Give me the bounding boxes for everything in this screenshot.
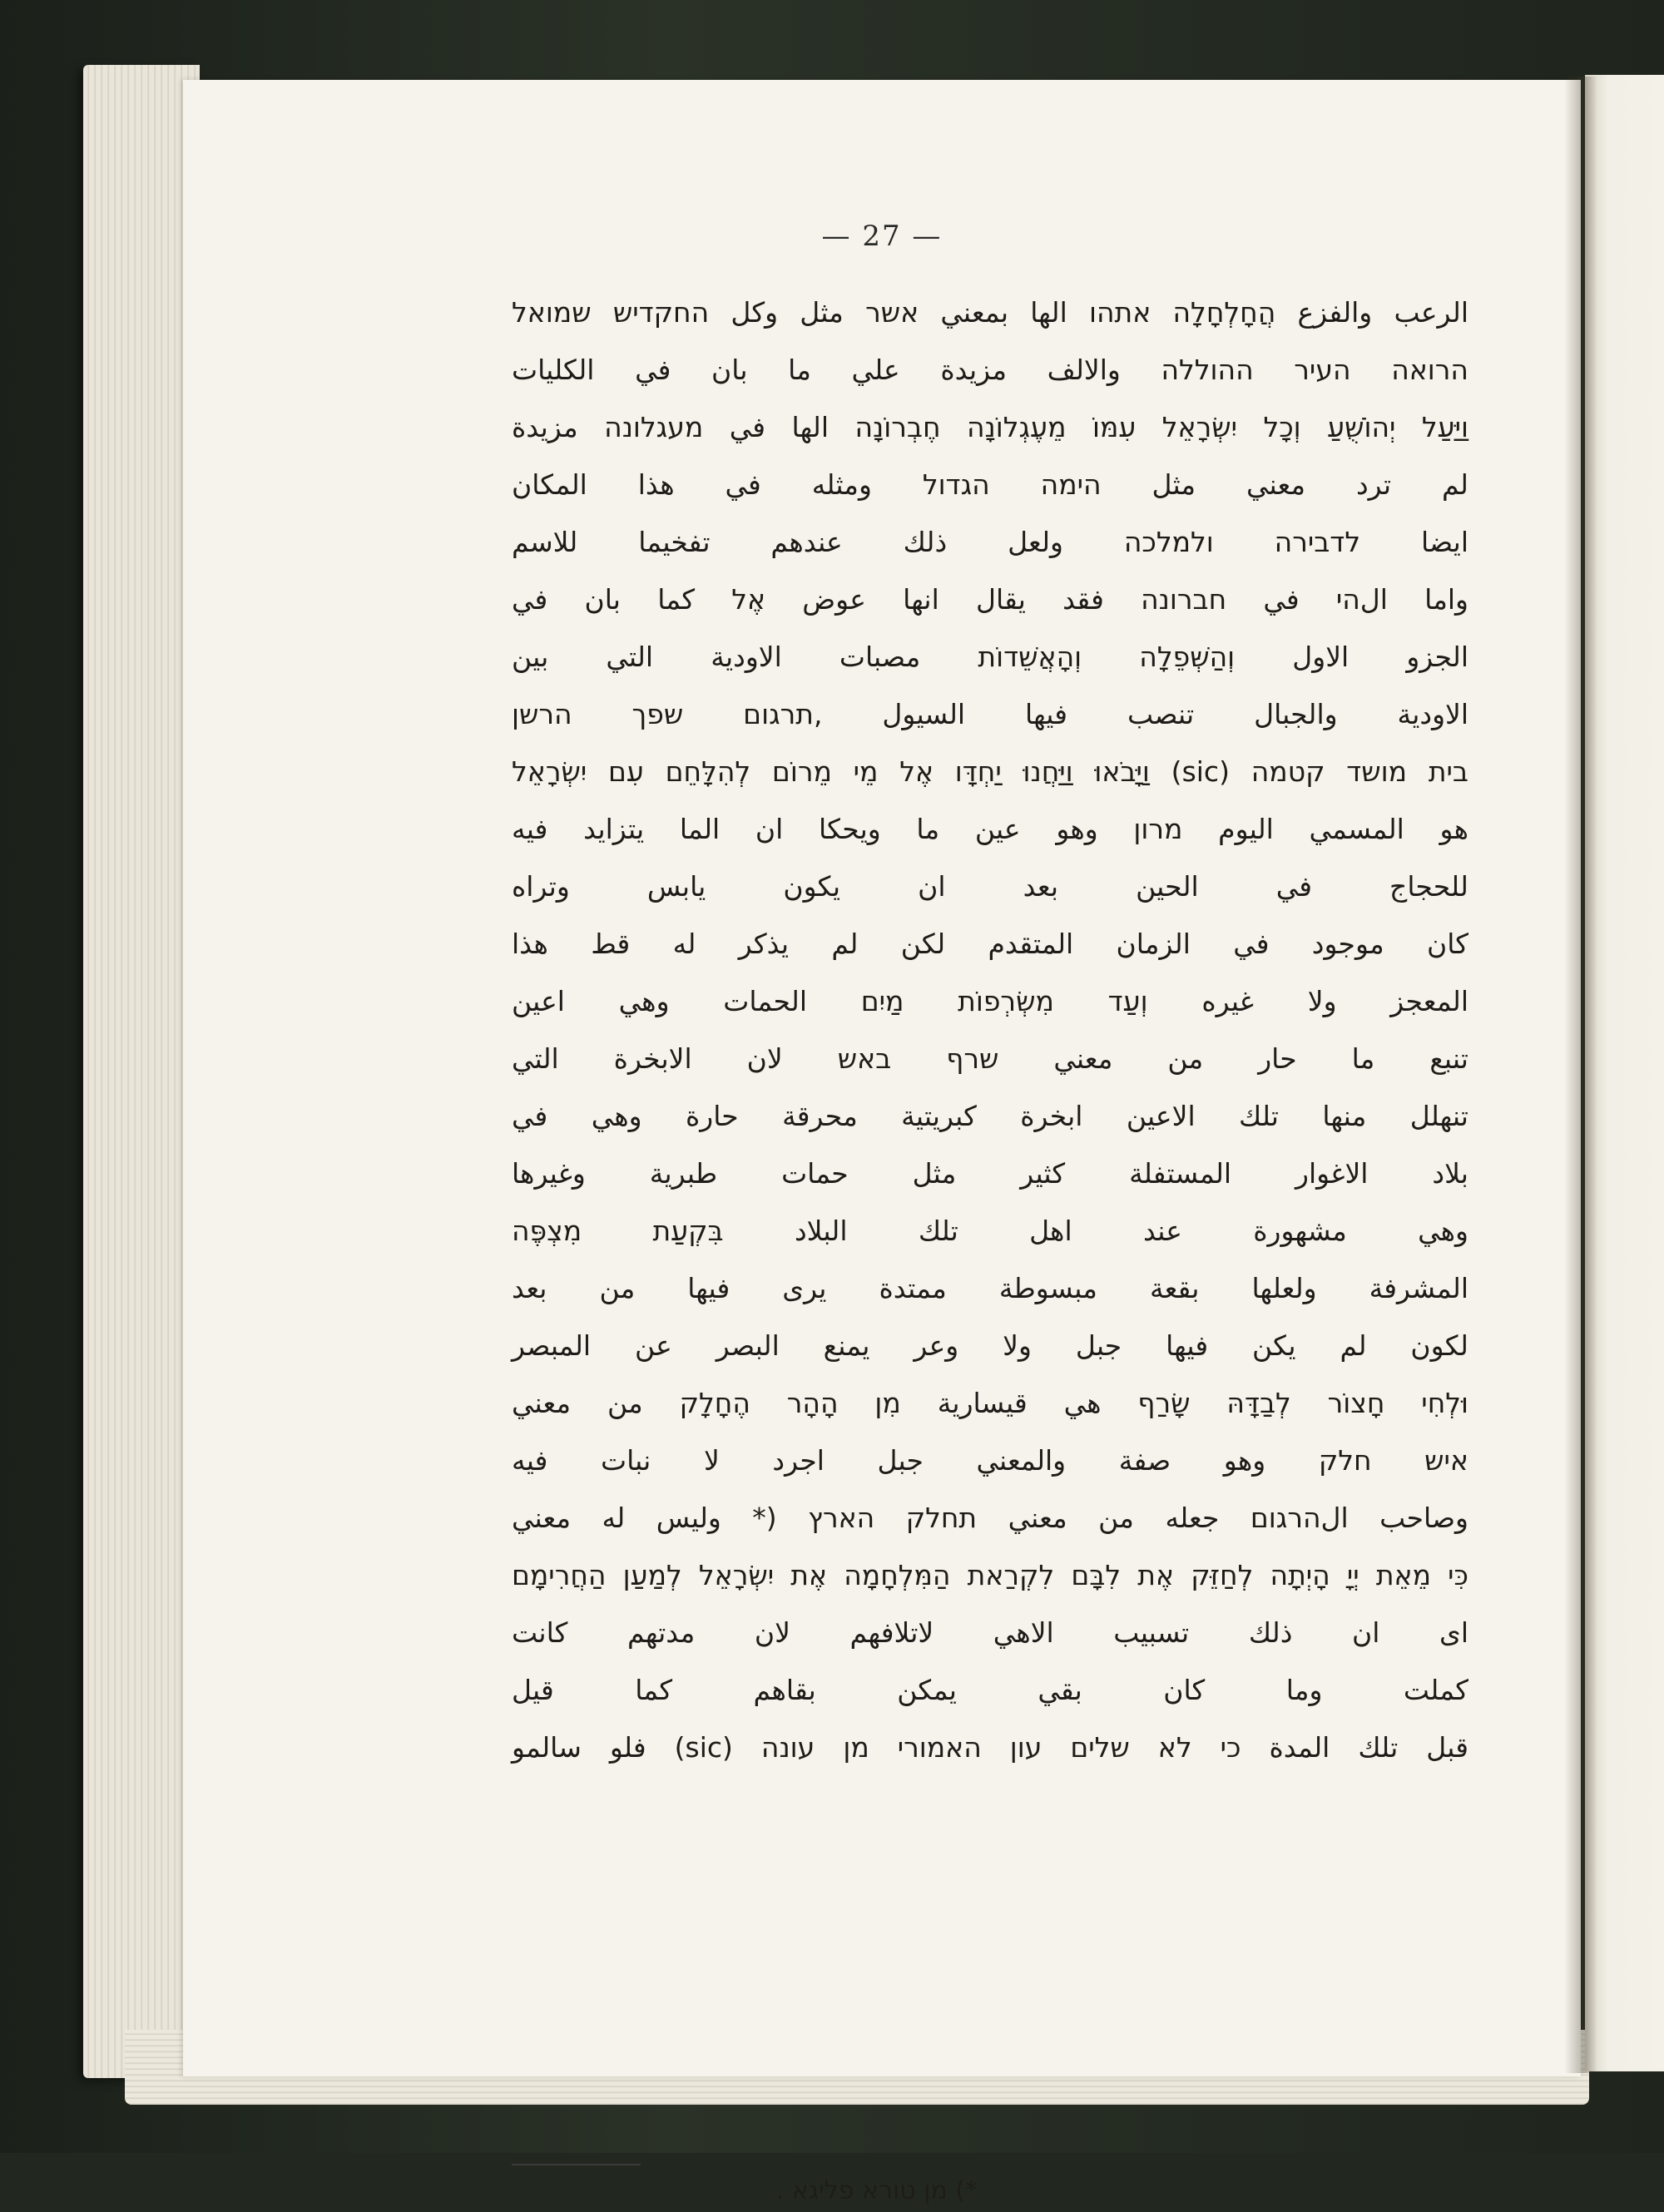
text-line: هو المسمي اليوم מרון وهو عين ما ويحكا ان الما يتزايد فيه [512, 813, 1468, 845]
text-line: بلاد الاغوار المستفلة كثير مثل حمات طبرية وغيرها [512, 1157, 1468, 1190]
text-line: اى ان ذلك تسبيب الاهي لاتلافهم لان مدتهم كانت [512, 1616, 1468, 1649]
text-line: כִּי מֵאֵת יְיָ הָיְתָה לְחַזֵּק אֶת לִבָּם לִקְרַאת הַמִּלְחָמָה אֶת יִשְׂרָאֵל לְמַעַן הַחֲרִימָם [512, 1559, 1468, 1591]
text-line: للحجاج في الحين بعد ان يكون يابس وتراه [512, 870, 1468, 903]
text-line: الرعب والفزع הֲחָלְחָלָה אתהו الها بمعني אשר مثل وكل החקדיש שמואל [512, 296, 1468, 329]
text-line: הרואה העיר ההוללה والالف مزيدة علي ما بان في الكليات [512, 354, 1468, 386]
text-line: المعجز ولا غيره וְעַד מִשְׂרְפוֹת מַיִם الحمات وهي اعين [512, 985, 1468, 1017]
text-line: الاودية والجبال تنصب فيها السيول ,תרגום שפך הרשן [512, 698, 1468, 730]
text-line: قبل تلك المدة כי לא שלים עון האמורי מן עונה (sic) فلو سالمو [512, 1731, 1468, 1764]
main-text [512, 284, 1468, 1776]
text-line: لم ترد معني مثل הימה הגדול ومثله في هذا المكان [512, 468, 1468, 501]
page-gutter-shadow [1564, 77, 1597, 2073]
text-line: בית מושד קטמה (sic) וַיָּבֹאוּ וַיַּחֲנוּ יַחְדָּו אֶל מֵי מֵרוֹם לְהִלָּחֵם עִם יִשְׂרָאֵל [512, 755, 1468, 788]
text-line: איש חלק وهو صفة والمعني جبل اجرد لا نبات فيه [512, 1444, 1468, 1477]
text-line: المشرفة ولعلها بقعة مبسوطة ممتدة يرى فيها من بعد [512, 1272, 1468, 1304]
page-edge-stack [83, 65, 200, 2078]
text-line: الجزو الاول וְהַשְּׁפֵלָה וְהָאֲשֵׁדוֹת مصبات الاودية التي بين [512, 641, 1468, 673]
text-line: لكون لم يكن فيها جبل ولا وعر يمنع البصر عن المبصر [512, 1329, 1468, 1362]
footnote-rule [512, 2164, 641, 2165]
footnote: *) מן טורא פליגא . [775, 2176, 978, 2205]
text-line: וַיַּעַל יְהוֹשֻׁעַ וְכָל יִשְׂרָאֵל עִמּוֹ מֵעֶגְלוֹנָה חֶבְרוֹנָה الها في מעגלונה مزيدة [512, 411, 1468, 443]
text-line: ايضا לדבירה ולמלכה ولعل ذلك عندهم تفخيما للاسم [512, 526, 1468, 558]
text-line: كان موجود في الزمان المتقدم لكن لم يذكر له قط هذا [512, 928, 1468, 960]
text-line: וּלְחִי חָצוֹר לְבַדָּהּ שָׂרַף هي قيسارية מִן הָהָר הֶחָלָק من معني [512, 1387, 1468, 1419]
text-line: واما الהי في חברונה فقد يقال انها عوض אֶל كما بان في [512, 583, 1468, 616]
text-line: تنهلل منها تلك الاعين ابخرة كبريتية محرقة حارة وهي في [512, 1100, 1468, 1132]
page-number: — 27 — [821, 220, 943, 253]
book-page [183, 80, 1581, 2205]
text-line: وهي مشهورة عند اهل تلك البلاد בִּקְעַת מִצְפֶּה [512, 1215, 1468, 1247]
text-line: كملت وما كان بقي يمكن بقاهم كما قيل [512, 1674, 1468, 1706]
text-line: وصاحب الהרגום جعله من معني תחלק הארץ (* وليس له معني [512, 1502, 1468, 1534]
text-line: تنبع ما حار من معني שרף באש لان الابخرة التي [512, 1042, 1468, 1075]
